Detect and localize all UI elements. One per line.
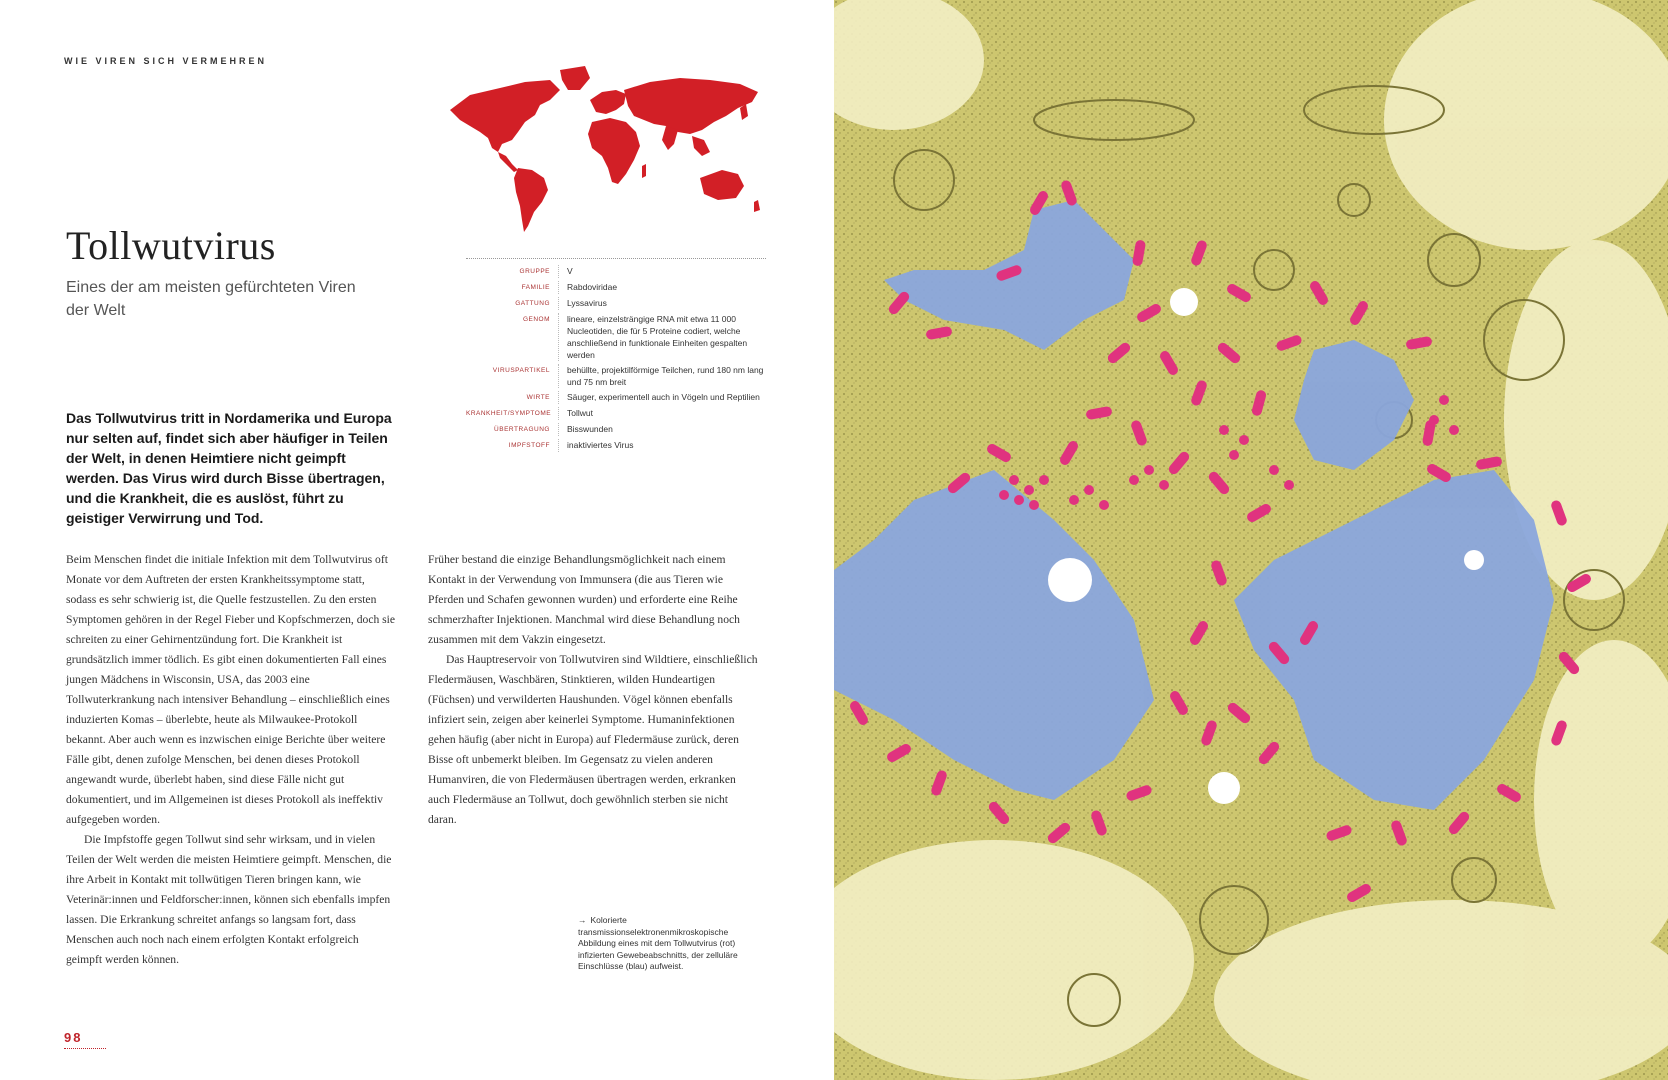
fact-row [466,391,766,404]
fact-value: Tollwut [567,408,593,418]
lead-paragraph: Das Tollwutvirus tritt in Nordamerika und Europa nur selten auf, findet sich aber häufiger in Teilen der Welt, in denen Heimtiere nicht geimpft werden. Das Virus wird durch Bisse übertragen, und die Krankheit, die es auslöst, führt zu geistiger Verwirrung und Tod. [66,410,392,526]
fact-row [466,364,766,388]
caption-text: Kolorierte transmissionselektronenmikroskopische Abbildung eines mit dem Tollwutvirus (rot) infizierten Gewebeabschnitts, der zelluläre Einschlüsse (blau) aufweist. [578,915,738,971]
right-page [834,0,1668,1080]
body-paragraph: Die Impfstoffe gegen Tollwut sind sehr wirksam, und in vielen Teilen der Welt werden die meisten Heimtiere geimpft. Menschen, die ihre Arbeit in Kontakt mit tollwütigen Tieren bringen kann, wie Veterinär:innen und Feldforscher:innen, können sich ebenfalls impfen lassen. Die Erkrankung schreitet anfangs so langsam fort, dass Menschen auch noch nach einem erfolgten Kontakt erfolgreich geimpft werden können. [66,833,392,966]
body-paragraph: Früher bestand die einzige Behandlungsmöglichkeit nach einem Kontakt in der Verwendung von Immunsera (die aus Tieren wie Pferden und Schafen gewonnen wurden) und erforderte eine Reihe schmerzhafter Injektionen. Manchmal wird diese Behandlung noch zusammen mit dem Vakzin eingesetzt. [428,553,740,646]
body-paragraph: Beim Menschen findet die initiale Infektion mit dem Tollwutvirus oft Monate vor dem Auftreten der ersten Krankheitssymptome statt, sodass es sehr schwierig ist, die Quelle festzustellen. Zu den ersten Symptomen gehören in der Regel Fieber und Kopfschmerzen, doch sie schreiten zu einer Gehirnentzündung fort. Die Krankheit ist grundsätzlich immer tödlich. Es gibt einen dokumentierten Fall eines jungen Mädchens in Wisconsin, USA, das 2003 eine Tollwuterkrankung nach intensiver Behandlung – einschließlich eines induzierten Komas – überlebte, heute als Milwaukee-Protokoll bekannt. Aber auch wenn es inzwischen einige Berichte über weitere Fälle gibt, denen zufolge Menschen, bei denen dieses Protokoll angewandt wurde, überlebt haben, sind diese Fälle nicht gut dokumentiert, und im Allgemeinen ist dieses Protokoll als ineffektiv aufgegeben worden. [66,553,396,826]
fact-value: inaktiviertes Virus [567,440,634,450]
fact-row [466,313,766,361]
fact-value: behüllte, projektilförmige Teilchen, rund 180 nm lang und 75 nm breit [567,365,764,387]
microscopy-image [834,0,1668,1080]
body-paragraph: Das Hauptreservoir von Tollwutviren sind Wildtiere, einschließlich Fledermäusen, Waschbären, Stinktieren, wilden Hundeartigen (Füchsen) und verwilderten Haushunden. Vögel können ebenfalls infiziert sein, zeigen aber keinerlei Symptome. Humaninfektionen gehen häufig (aber nicht in Europa) auf Fledermäuse zurück, deren Bisse oft unbemerkt bleiben. Im Gegensatz zu vielen anderen Humanviren, die von Fledermäusen übertragen werden, erkranken auch Fledermäuse an Tollwut, doch gewöhnlich sterben sie nicht daran. [428,653,758,826]
subtitle: Eines der am meisten gefürchteten Viren der Welt [66,279,356,319]
fact-box [466,258,766,455]
fact-row [466,297,766,310]
world-map-icon [440,60,770,240]
fact-row [466,265,766,278]
body-column-1 [66,550,396,970]
fact-label: GENOM [466,313,559,361]
fact-value: lineare, einzelsträngige RNA mit etwa 11 000 Nucleotiden, die für 5 Proteine codiert, welche anschließend in funktionale Einheiten gespalten werden [567,314,748,360]
fact-value: Bisswunden [567,424,613,434]
fact-label: FAMILIE [466,281,559,294]
fact-label: KRANKHEIT/SYMPTOME [466,407,559,420]
fact-value: V [567,266,573,276]
fact-label: IMPFSTOFF [466,439,559,452]
fact-value: Säuger, experimentell auch in Vögeln und Reptilien [567,392,760,402]
page-number: 98 [64,1030,83,1045]
running-head: WIE VIREN SICH VERMEHREN [64,56,268,66]
fact-label: ÜBERTRAGUNG [466,423,559,436]
fact-row [466,281,766,294]
fact-label: GRUPPE [466,265,559,278]
arrow-right-icon: → [578,915,587,925]
fact-label: VIRUSPARTIKEL [466,364,559,388]
page-number-rule [64,1048,106,1049]
image-caption [578,915,738,973]
fact-row [466,439,766,452]
fact-label: GATTUNG [466,297,559,310]
fact-value: Lyssavirus [567,298,607,308]
body-column-2 [428,550,758,830]
fact-value: Rabdoviridae [567,282,618,292]
fact-label: WIRTE [466,391,559,404]
page-title: Tollwutvirus [66,223,276,268]
fact-row [466,407,766,420]
fact-row [466,423,766,436]
